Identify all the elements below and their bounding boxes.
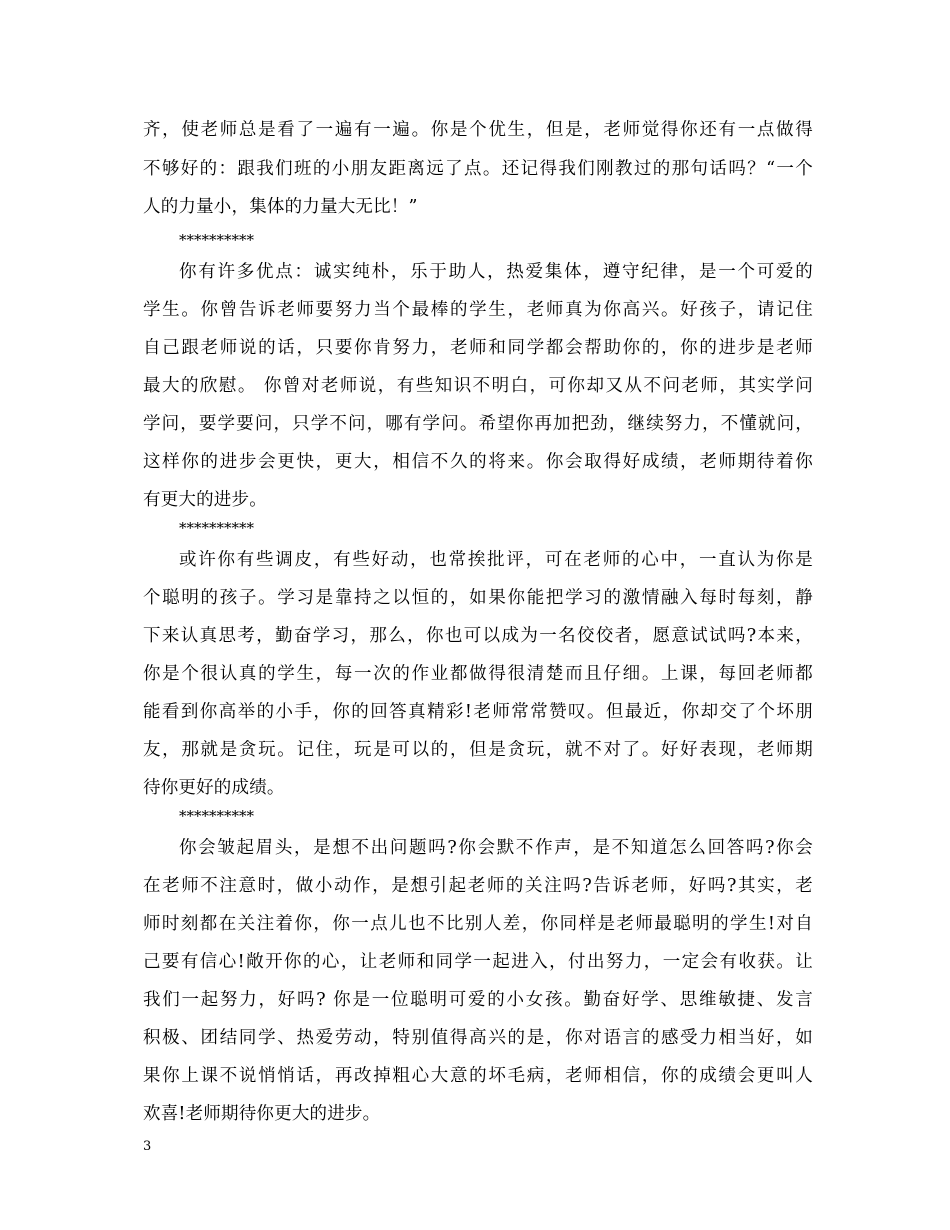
text-line: 你有许多优点：诚实纯朴，乐于助人，热爱集体，遵守纪律，是一个可爱的 <box>179 262 813 282</box>
text-line: 己要有信心!敞开你的心，让老师和同学一起进入，付出努力，一定会有收获。让 <box>143 952 813 972</box>
section-separator: ********** <box>179 519 254 537</box>
text-line: 学问，要学要问，只学不问，哪有学问。希望你再加把劲，继续努力，不懂就问， <box>143 414 813 434</box>
text-line: 或许你有些调皮，有些好动，也常挨批评，可在老师的心中，一直认为你是 <box>179 550 813 570</box>
text-line: 自己跟老师说的话，只要你肯努力，老师和同学都会帮助你的，你的进步是老师 <box>143 338 813 358</box>
text-line: 有更大的进步。 <box>143 490 267 510</box>
text-line: 积极、团结同学、热爱劳动，特别值得高兴的是，你对语言的感受力相当好，如 <box>143 1028 813 1048</box>
text-line: 齐，使老师总是看了一遍有一遍。你是个优生，但是，老师觉得你还有一点做得 <box>143 120 813 140</box>
section-separator: ********** <box>179 807 254 825</box>
text-line: 学生。你曾告诉老师要努力当个最棒的学生，老师真为你高兴。好孩子，请记住 <box>143 300 813 320</box>
text-line: 欢喜!老师期待你更大的进步。 <box>143 1104 381 1124</box>
text-line: 人的力量小，集体的力量大无比！” <box>143 197 418 217</box>
text-line: 在老师不注意时，做小动作，是想引起老师的关注吗?告诉老师，好吗?其实，老 <box>143 876 813 896</box>
text-line: 你是个很认真的学生，每一次的作业都做得很清楚而且仔细。上课，每回老师都 <box>143 664 813 684</box>
text-line: 果你上课不说悄悄话，再改掉粗心大意的坏毛病，老师相信，你的成绩会更叫人 <box>143 1066 813 1086</box>
text-line: 个聪明的孩子。学习是靠持之以恒的，如果你能把学习的激情融入每时每刻，静 <box>143 588 813 608</box>
text-line: 待你更好的成绩。 <box>143 778 285 798</box>
text-line: 不够好的：跟我们班的小朋友距离远了点。还记得我们刚教过的那句话吗？“一个 <box>143 159 813 179</box>
text-line: 下来认真思考，勤奋学习，那么，你也可以成为一名佼佼者，愿意试试吗?本来， <box>143 626 813 646</box>
text-line: 师时刻都在关注着你，你一点儿也不比别人差，你同样是老师最聪明的学生!对自 <box>143 914 813 934</box>
text-line: 最大的欣慰。 你曾对老师说，有些知识不明白，可你却又从不问老师，其实学问 <box>143 376 813 396</box>
section-separator: ********** <box>179 231 254 249</box>
text-line: 友，那就是贪玩。记住，玩是可以的，但是贪玩，就不对了。好好表现，老师期 <box>143 740 813 760</box>
text-line: 能看到你高举的小手，你的回答真精彩!老师常常赞叹。但最近，你却交了个坏朋 <box>143 702 813 722</box>
text-line: 这样你的进步会更快，更大，相信不久的将来。你会取得好成绩，老师期待着你 <box>143 452 813 472</box>
text-line: 我们一起努力，好吗? 你是一位聪明可爱的小女孩。勤奋好学、思维敏捷、发言 <box>143 990 813 1010</box>
text-line: 你会皱起眉头，是想不出问题吗?你会默不作声，是不知道怎么回答吗?你会 <box>179 838 813 858</box>
page-number: 3 <box>143 1139 152 1154</box>
